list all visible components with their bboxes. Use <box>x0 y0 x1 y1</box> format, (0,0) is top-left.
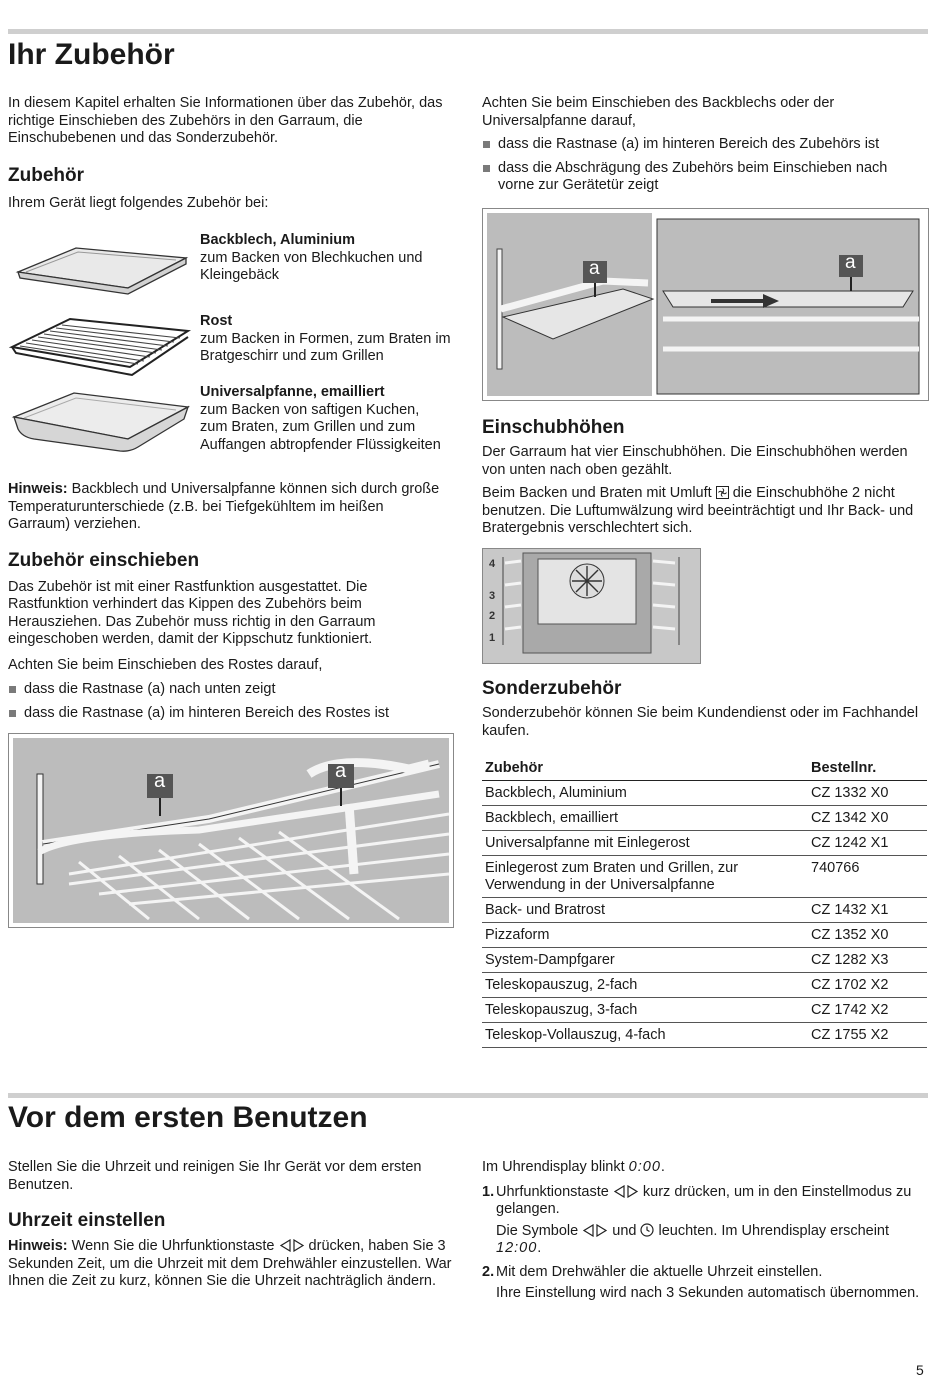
text-part: Wenn Sie die Uhrfunktionstaste <box>67 1238 279 1254</box>
uhrzeit-hinweis <box>8 1238 453 1291</box>
order-number-cell: CZ 1282 X3 <box>808 948 927 973</box>
order-number-cell: CZ 1352 X0 <box>808 923 927 948</box>
uhrzeit-heading: Uhrzeit einstellen <box>8 1210 166 1231</box>
accessory-desc: zum Backen in Formen, zum Braten im Bratgeschirr und zum Grillen <box>200 330 451 364</box>
universalpfanne-illustration <box>8 385 193 457</box>
table-row <box>482 1023 927 1048</box>
einschubhoehen-p1: Der Garraum hat vier Einschubhöhen. Die Einschubhöhen werden von unten nach oben gezählt. <box>482 444 908 478</box>
table-row <box>482 856 927 898</box>
accessory-cell: Backblech, Aluminium <box>482 781 808 806</box>
order-number-cell: CZ 1755 X2 <box>808 1023 927 1048</box>
einschieben-p2: Achten Sie beim Einschieben des Rostes darauf, <box>8 656 323 673</box>
clock-icon <box>640 1223 654 1237</box>
accessory-cell: Universalpfanne mit Einlegerost <box>482 831 808 856</box>
s2-right-column <box>482 1159 927 1303</box>
bullet-item: dass die Rastnase (a) im hinteren Bereich des Zubehörs ist <box>482 136 927 154</box>
label-a: a <box>154 770 166 792</box>
umluft-icon <box>716 486 729 499</box>
table-row <box>482 948 927 973</box>
sonderzubehoer-section <box>482 678 927 1048</box>
accessory-cell: Einlegerost zum Braten und Grillen, zur Verwendung in der Universalpfanne <box>482 856 808 898</box>
table-row <box>482 998 927 1023</box>
step-1 <box>482 1184 927 1258</box>
table-row <box>482 973 927 998</box>
einschubhoehen-p2 <box>482 485 927 538</box>
accessory-cell: Pizzaform <box>482 923 808 948</box>
display-blinks-text <box>482 1159 927 1177</box>
column-header: Zubehör <box>482 756 808 781</box>
left-column <box>8 95 453 212</box>
accessory-desc: zum Backen von saftigen Kuchen, zum Braten, zum Grillen und zum Auffangen abtropfender Flüssigkeiten <box>200 401 441 453</box>
accessory-cell: Backblech, emailliert <box>482 806 808 831</box>
section-title: Vor dem ersten Benutzen <box>8 1101 368 1134</box>
accessory-desc: zum Backen von Blechkuchen und Kleingebäck <box>200 249 423 283</box>
table-row <box>482 781 927 806</box>
order-number-cell: 740766 <box>808 856 927 898</box>
label-a: a <box>845 252 856 273</box>
accessory-cell: System-Dampfgarer <box>482 948 808 973</box>
clock-function-key-icon <box>582 1224 608 1237</box>
text-part: kurz drücken, um in den Einstellmodus zu gelangen. <box>496 1183 912 1217</box>
text-part: Beim Backen und Braten mit Umluft <box>482 485 716 501</box>
table-row <box>482 923 927 948</box>
display-value: 0:00 <box>628 1159 661 1175</box>
text-part: . <box>660 1159 665 1175</box>
text-part: Uhrfunktionstaste <box>496 1183 613 1200</box>
hinweis-label: Hinweis: <box>8 1238 68 1254</box>
step-text: Ihre Einstellung wird nach 3 Sekunden automatisch übernommen. <box>496 1285 920 1301</box>
einschieben-p1: Das Zubehör ist mit einer Rastfunktion ausgestattet. Die Rastfunktion verhindert das Kippen des Zubehörs beim Herausziehen. Das Zubehör muss richtig in den Garraum eingeschoben werden, damit der Kippschutz funktioniert. <box>8 578 376 647</box>
table-row <box>482 898 927 923</box>
accessory-universalpfanne <box>200 384 450 454</box>
step-text <box>496 1184 927 1219</box>
label-a: a <box>335 760 347 782</box>
zubehoer-heading: Zubehör <box>8 164 84 186</box>
order-number-cell: CZ 1242 X1 <box>808 831 927 856</box>
accessory-cell: Teleskopauszug, 3-fach <box>482 998 808 1023</box>
clock-function-key-icon <box>279 1239 305 1252</box>
sonderzubehoer-table <box>482 756 927 1048</box>
accessory-cell: Teleskopauszug, 2-fach <box>482 973 808 998</box>
text-part: und <box>608 1222 641 1239</box>
order-number-cell: CZ 1742 X2 <box>808 998 927 1023</box>
accessory-name: Rost <box>200 313 233 329</box>
accessory-rost <box>200 313 455 366</box>
left-column-lower <box>8 481 448 722</box>
page-title: Ihr Zubehör <box>8 38 175 71</box>
table-row <box>482 806 927 831</box>
right-column <box>482 95 927 195</box>
step-text: Mit dem Drehwähler die aktuelle Uhrzeit einstellen. <box>496 1263 823 1280</box>
backblech-hint: Achten Sie beim Einschieben des Backblechs oder der Universalpfanne darauf, <box>482 95 835 129</box>
accessory-name: Universalpfanne, emailliert <box>200 384 385 400</box>
text-part: die Einschubhöhe 2 nicht benutzen. Die Luftumwälzung wird beeinträchtigt und Ihr Back- und Bratergebnis verschlechtert sich. <box>482 485 914 536</box>
level-label: 1 <box>489 632 496 644</box>
order-number-cell: CZ 1332 X0 <box>808 781 927 806</box>
zubehoer-lead: Ihrem Gerät liegt folgendes Zubehör bei: <box>8 194 269 211</box>
oven-levels-figure <box>482 548 701 664</box>
text-part: leuchten. Im Uhrendisplay erscheint <box>654 1222 890 1239</box>
page-number: 5 <box>916 1362 924 1378</box>
section-rule-top <box>8 29 928 34</box>
backblech-insertion-drawing <box>483 209 928 400</box>
bullet-item: dass die Rastnase (a) im hinteren Bereich des Rostes ist <box>8 705 448 723</box>
step-text <box>496 1223 927 1258</box>
hinweis-label: Hinweis: <box>8 481 68 497</box>
einschubhoehen-heading: Einschubhöhen <box>482 417 625 438</box>
rost-illustration <box>8 313 193 383</box>
order-number-cell: CZ 1702 X2 <box>808 973 927 998</box>
table-row <box>482 831 927 856</box>
step-2 <box>482 1264 927 1303</box>
accessory-name: Backblech, Aluminium <box>200 232 355 248</box>
text-part: . <box>537 1240 542 1256</box>
s2-left-column <box>8 1159 453 1291</box>
table-header-row <box>482 756 927 781</box>
sonderzubehoer-heading: Sonderzubehör <box>482 678 622 699</box>
order-number-cell: CZ 1342 X0 <box>808 806 927 831</box>
label-a: a <box>589 258 600 279</box>
einschieben-heading: Zubehör einschieben <box>8 549 200 571</box>
backblech-illustration <box>8 238 193 302</box>
section-rule-bottom <box>8 1093 928 1098</box>
text-part: Im Uhrendisplay blinkt <box>482 1159 629 1175</box>
level-label: 4 <box>489 558 496 570</box>
text-part: Die Symbole <box>496 1222 583 1239</box>
accessory-cell: Teleskop-Vollauszug, 4-fach <box>482 1023 808 1048</box>
accessory-cell: Back- und Bratrost <box>482 898 808 923</box>
bullet-item: dass die Rastnase (a) nach unten zeigt <box>8 681 448 699</box>
display-value: 12:00 <box>496 1240 538 1256</box>
bullet-item: dass die Abschrägung des Zubehörs beim Einschieben nach vorne zur Gerätetür zeigt <box>482 160 927 195</box>
column-header: Bestellnr. <box>808 756 927 781</box>
step-number: 2. <box>482 1263 495 1280</box>
s2-intro: Stellen Sie die Uhrzeit und reinigen Sie Ihr Gerät vor dem ersten Benutzen. <box>8 1159 422 1193</box>
rost-insertion-figure <box>8 733 454 928</box>
level-label: 3 <box>489 590 496 602</box>
level-label: 2 <box>489 610 496 622</box>
hinweis-text: Backblech und Universalpfanne können sich durch große Temperaturunterschiede (z.B. bei Tiefgekühltem im heißen Garraum) verziehen. <box>8 481 440 532</box>
order-number-cell: CZ 1432 X1 <box>808 898 927 923</box>
backblech-insertion-figure <box>482 208 929 401</box>
intro-text: In diesem Kapitel erhalten Sie Informationen über das Zubehör, das richtige Einschieben des Zubehörs in den Garraum, die Einschubebenen und das Sonderzubehör. <box>8 95 443 146</box>
rost-insertion-drawing <box>9 734 453 927</box>
hinweis-zubehoer <box>8 481 448 534</box>
einschubhoehen-section <box>482 417 927 538</box>
sonderzubehoer-p1: Sonderzubehör können Sie beim Kundendienst oder im Fachhandel kaufen. <box>482 705 919 739</box>
oven-drawing <box>483 549 700 663</box>
text-part: drücken, haben Sie 3 Sekunden Zeit, um die Uhrzeit mit dem Drehwähler einzustellen. War Ihnen die Zeit zu kurz, können Sie die Uhrzeit nachträglich ändern. <box>8 1238 452 1289</box>
step-number: 1. <box>482 1183 495 1200</box>
accessory-backblech <box>200 232 455 285</box>
clock-function-key-icon <box>613 1185 639 1198</box>
